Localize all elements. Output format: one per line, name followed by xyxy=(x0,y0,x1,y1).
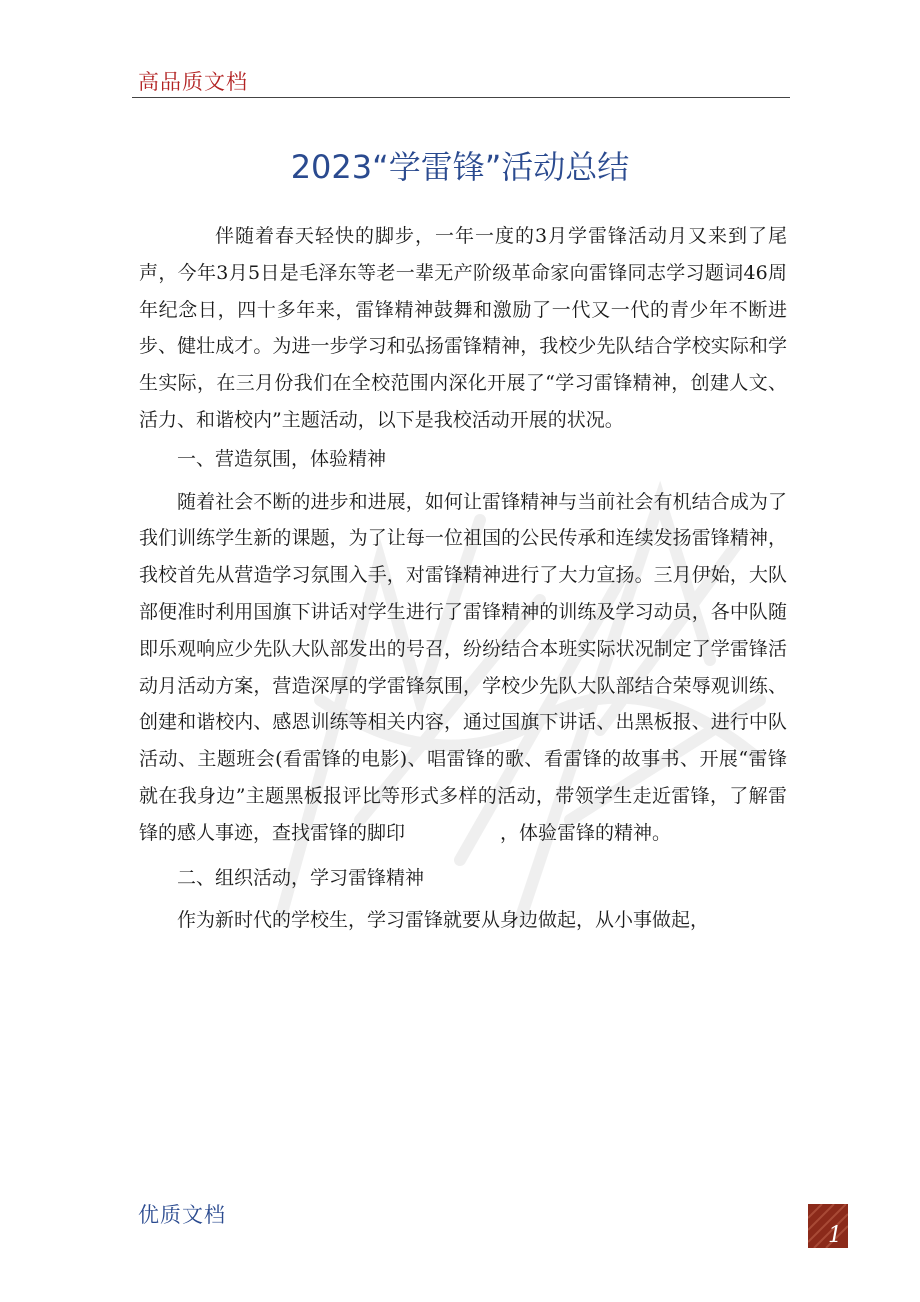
page-number-badge xyxy=(808,1204,848,1248)
paragraph-intro: 伴随着春天轻快的脚步，一年一度的3月学雷锋活动月又来到了尾声，今年3月5日是毛泽东等老一辈无产阶级革命家向雷锋同志学习题词46周年纪念日，四十多年来，雷锋精神鼓舞和激励了一代又一代的青少年不断进步、健壮成才。为进一步学习和弘扬雷锋精神，我校少先队结合学校实际和学生实际，在三月份我们在全校范围内深化开展了“学习雷锋精神，创建人文、活力、和谐校内”主题活动，以下是我校活动开展的状况。 xyxy=(139,225,787,431)
header-label: 高品质文档 xyxy=(138,70,248,94)
footer-label: 优质文档 xyxy=(138,1203,226,1227)
section-heading-2: 二、组织活动，学习雷锋精神 xyxy=(177,866,425,889)
header-divider xyxy=(132,97,790,98)
paragraph-section-2: 作为新时代的学校生，学习雷锋就要从身边做起，从小事做起， xyxy=(177,909,710,932)
page-number: 1 xyxy=(828,1223,842,1248)
paragraph-section-1: 随着社会不断的进步和进展，如何让雷锋精神与当前社会有机结合成为了我们训练学生新的课题，为了让每一位祖国的公民传承和连续发扬雷锋精神，我校首先从营造学习氛围入手，对雷锋精神进行了大力宣扬。三月伊始，大队部便准时利用国旗下讲话对学生进行了雷锋精神的训练及学习动员，各中队随即乐观响应少先队大队部发出的号召，纷纷结合本班实际状况制定了学雷锋活动月活动方案，营造深厚的学雷锋氛围，学校少先队大队部结合荣辱观训练、创建和谐校内、感恩训练等相关内容，通过国旗下讲话、出黑板报、进行中队活动、主题班会(看雷锋的电影)、唱雷锋的歌、看雷锋的故事书、开展“雷锋就在我身边”主题黑板报评比等形式多样的活动，带领学生走近雷锋，了解雷锋的感人事迹，查找雷锋的脚印 ，体验雷锋的精神。 xyxy=(139,490,787,844)
document-body xyxy=(139,218,787,939)
section-heading-1: 一、营造氛围，体验精神 xyxy=(177,447,387,470)
document-title: 2023“学雷锋”活动总结 xyxy=(290,148,630,186)
